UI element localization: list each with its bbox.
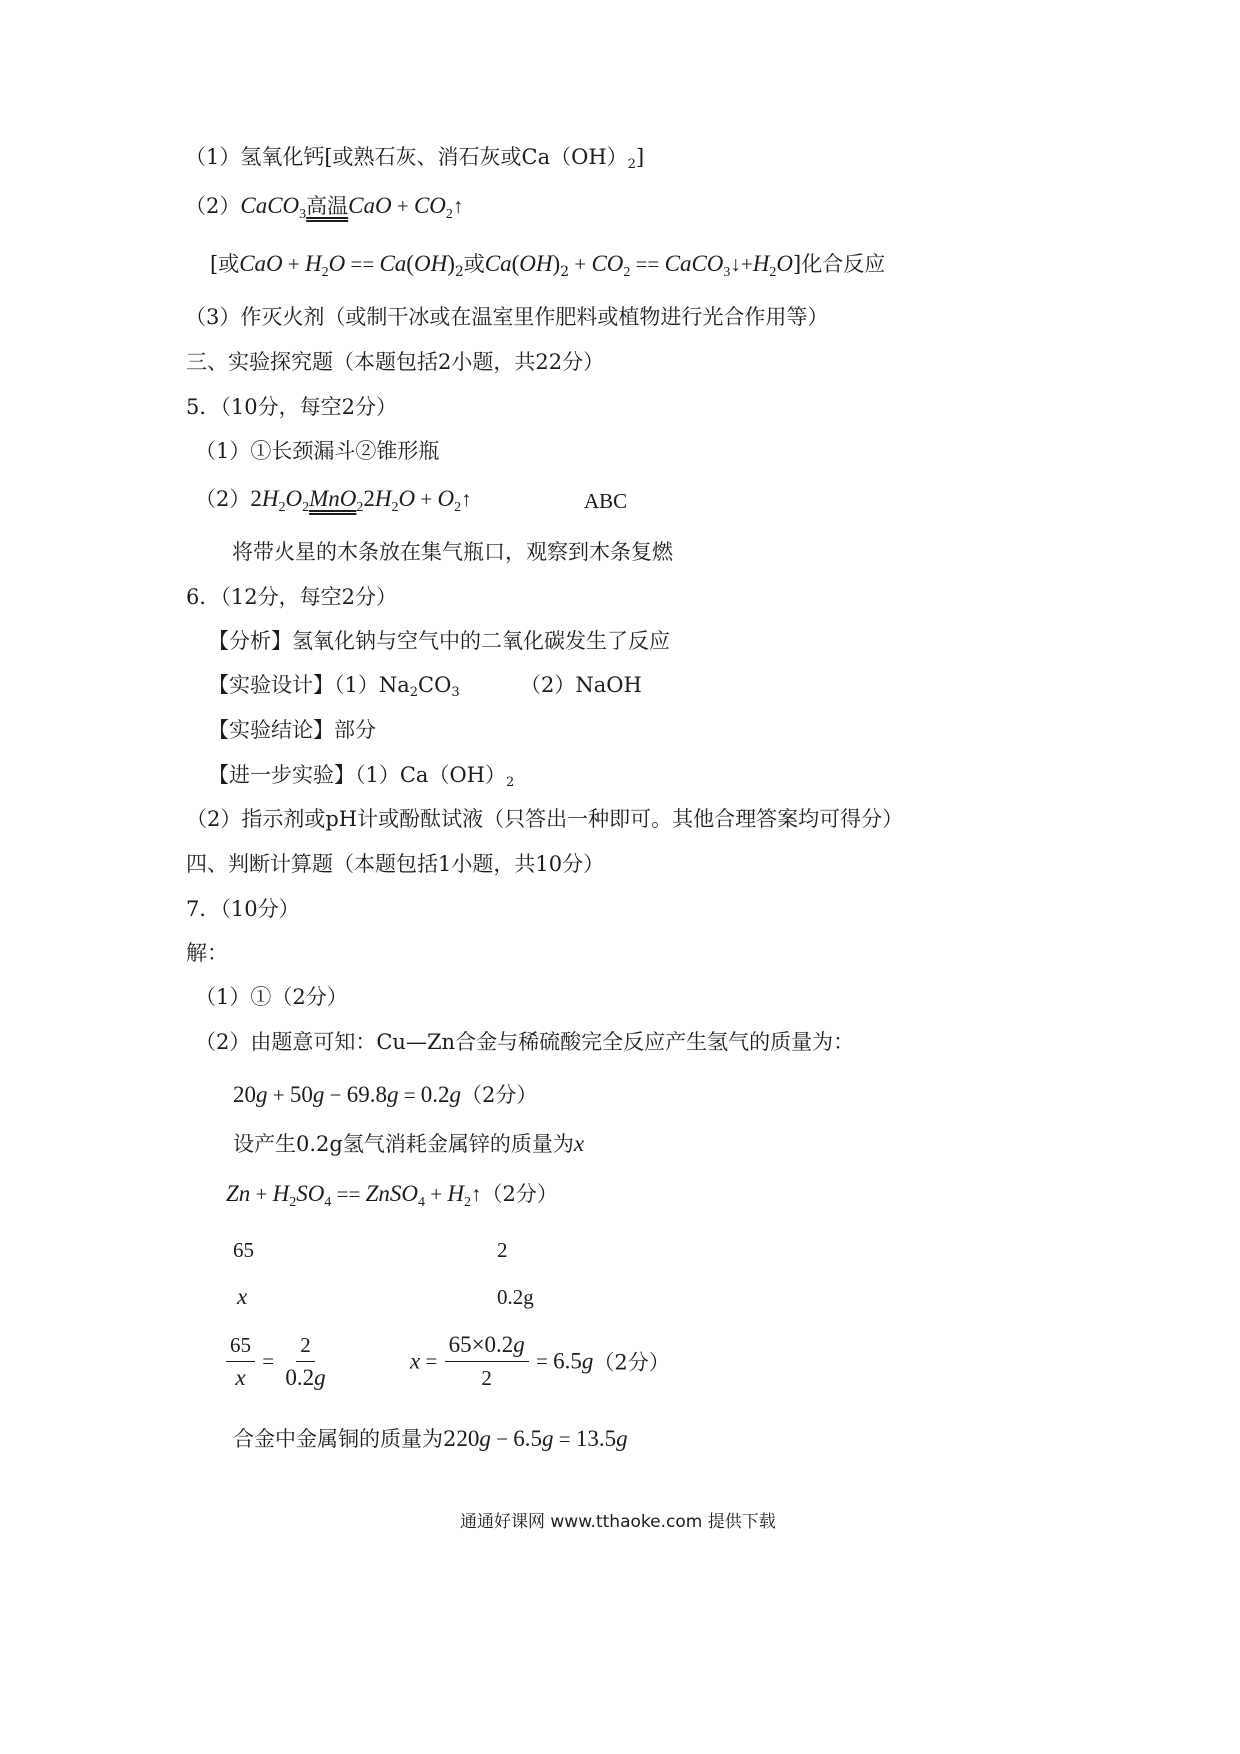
ratio-hydrogen-mass: 0.2g (497, 1285, 534, 1309)
gas-arrow-icon (453, 194, 464, 218)
ratio-hydrogen-molar-mass: 2 (497, 1238, 508, 1262)
question-6-conclusion: 【实验结论】部分 (208, 718, 376, 742)
question-5-answer-abc: ABC (584, 489, 628, 513)
proportion-equation: $\frac{65}{x}$ = $\frac{2}{0.2g}$ (224, 1330, 332, 1393)
precipitate-arrow-icon (730, 252, 741, 276)
equation-calcium-carbonate-decomposition: （2）CaCO$_3$高温CaO + $CO_2↑$ (185, 192, 463, 220)
equation-alternatives-line: [或CaO + $H_2O == Ca(OH)_2$或$Ca(OH)_2 + CO_2$ == CaCO$_3$↓ $+H_2O$]化合反应 (210, 250, 885, 278)
section-heading-calculation: 四、判断计算题（本题包括1小题，共10分） (186, 852, 605, 876)
section-heading-experiment: 三、实验探究题（本题包括2小题，共22分） (186, 350, 605, 374)
question-6-design-part-2: （2）NaOH (520, 673, 642, 697)
equation-zinc-sulfuric-acid: $Zn + H_2SO_4$ == ZnSO$_4$ + $H_2↑$ （2分） (226, 1180, 558, 1208)
answer-line-3: （3）作灭火剂（或制干冰或在温室里作肥料或植物进行光合作用等） (185, 305, 829, 329)
question-6-header: 6．（12分，每空2分） (186, 585, 397, 609)
question-7-part-2: （2）由题意可知：Cu—Zn合金与稀硫酸完全反应产生氢气的质量为： (195, 1030, 855, 1054)
question-6-part-2: （2）指示剂或pH计或酚酞试液（只答出一种即可。其他合理答案均可得分） (186, 807, 904, 831)
copper-mass-line: 合金中金属铜的质量为220g − 6.5g = 13.5g (233, 1426, 628, 1451)
zinc-mass-calculation: x = $\frac{65\times 0.2g}{2}$ = 6.5g（2分） (410, 1332, 670, 1390)
answer-line-1: （1）氢氧化钙[或熟石灰、消石灰或Ca（OH）2] (185, 145, 645, 172)
question-7-header: 7．（10分） (186, 897, 300, 921)
ratio-zinc-unknown: x (237, 1284, 248, 1309)
question-5-part-1: （1）①长颈漏斗②锥形瓶 (195, 439, 440, 463)
question-6-design: 【实验设计】（1）Na2CO3 (208, 673, 460, 700)
question-5-observation: 将带火星的木条放在集气瓶口，观察到木条复燃 (232, 540, 673, 564)
page-footer: 通通好课网 www.tthaoke.com 提供下载 (460, 1512, 776, 1532)
gas-arrow-icon (461, 487, 472, 511)
solution-label: 解： (186, 941, 228, 965)
equation-hydrogen-peroxide-decomposition: $(2)2H_2O_2MnO_22H_2O$ + $O_2↑$ (195, 485, 472, 513)
question-5-header: 5．（10分，每空2分） (186, 395, 397, 419)
gas-arrow-icon (471, 1182, 482, 1206)
question-6-analysis: 【分析】氢氧化钠与空气中的二氧化碳发生了反应 (208, 629, 670, 653)
question-7-part-1: （1）①（2分） (195, 985, 348, 1009)
ratio-zinc-molar-mass: 65 (233, 1238, 254, 1262)
assumption-line: 设产生0.2g氢气消耗金属锌的质量为x (233, 1131, 585, 1156)
equation-hydrogen-mass: 20g + 50g − 69.8g = 0.2g（2分） (233, 1082, 538, 1107)
question-6-further-experiment: 【进一步实验】（1）Ca（OH）2 (208, 763, 515, 790)
